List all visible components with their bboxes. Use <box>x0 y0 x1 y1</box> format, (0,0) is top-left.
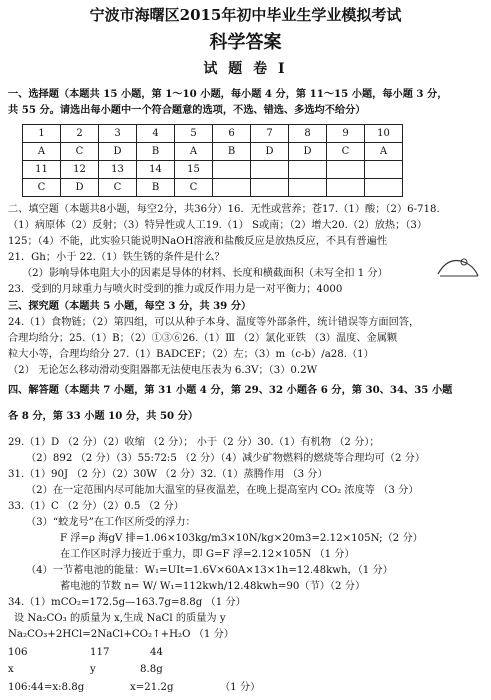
equation-col-1: 106 <box>8 647 28 658</box>
equation-col-2: y <box>90 664 96 675</box>
table-cell: C <box>327 143 365 161</box>
answer-31b: （2）在一定范围内尽可能加大温室的昼夜温差，在晚上提高室内 CO₂ 浓度等 （3 分） <box>26 485 419 496</box>
table-cell <box>327 161 365 179</box>
section4-heading-2: 各 8 分，第 33 小题 10 分，共 50 分） <box>8 410 199 422</box>
answer-33e: （4）一节蓄电池的能量：W₁=UIt=1.6V×60A×13×1h=12.48kwh，（1 分） <box>26 565 393 576</box>
table-cell: 15 <box>175 161 213 179</box>
table-cell <box>365 179 403 197</box>
equation-col-1: 106:44=x:8.8g <box>8 682 85 693</box>
answer-33f: 蓄电池的节数 n= W/ W₁=112kwh/12.48kwh=90（节）（2 分） <box>60 581 366 592</box>
answer-33: 33.（1）C （2 分）（2）0.5 （2 分） <box>8 501 184 512</box>
table-row <box>23 143 403 161</box>
equation-col-2: 117 <box>90 647 110 658</box>
section3-line-3: 粒大小等，合理均给分 27.（1）BADCEF；（2）左；（3）m（c-b）/a28.（1） <box>8 349 374 360</box>
table-cell: D <box>61 179 99 197</box>
equation-col-2: x=21.2g <box>130 682 174 693</box>
table-cell: D <box>289 143 327 161</box>
table-cell <box>213 179 251 197</box>
circuit-sketch-icon <box>434 252 482 282</box>
answer-29: 29.（1）D （2 分）（2）收缩 （2 分）； 小于（2 分）30.（1）有机物 （2 分）； <box>8 437 380 448</box>
table-cell: 10 <box>365 125 403 143</box>
section2-line-1: 二、填空题（本题共8小题，每空2分，共36分）16．无性或营养；苍17.（1）酸；（2）6-718. <box>8 204 440 215</box>
table-cell: A <box>365 143 403 161</box>
table-cell: B <box>137 179 175 197</box>
table-cell: 14 <box>137 161 175 179</box>
table-cell: 5 <box>175 125 213 143</box>
answer-34: 34.（1）mCO₂=172.5g—163.7g=8.8g （1 分） <box>8 597 246 608</box>
section2-line-3: 125；（4）不能，此实验只能说明NaOH溶液和盐酸反应是放热反应，不具有普遍性 <box>8 236 388 247</box>
table-cell: D <box>99 143 137 161</box>
section3-heading: 三、探究题（本题共 5 小题，每空 3 分，共 39 分） <box>8 300 252 312</box>
answer-34c: Na₂CO₃+2HCl=2NaCl+CO₂↑+H₂O （1 分） <box>8 629 234 640</box>
equation-col-3: 8.8g <box>140 664 163 675</box>
section3-line-4: （2） 无论怎么移动滑动变阻器都无法使电压表为 6.3V；（3）0.2W <box>8 365 318 376</box>
section2-line-4: 21．Gh；小于 22.（1）铁生锈的条件是什么？ <box>8 252 225 263</box>
table-cell: 1 <box>23 125 61 143</box>
table-cell: B <box>137 143 175 161</box>
table-row <box>23 161 403 179</box>
section4-heading: 四、解答题（本题共 7 小题，第 31 小题 4 分，第 29、32 小题各 6 分，第 30、34、35 小题 <box>8 384 453 396</box>
table-cell <box>365 161 403 179</box>
table-cell <box>327 179 365 197</box>
table-row <box>23 179 403 197</box>
table-cell <box>289 179 327 197</box>
subject-title: 科学答案 <box>209 32 282 53</box>
section1-heading: 一、选择题（本题共 15 小题，第 1～10 小题，每小题 4 分，第 11～15 小题，每小题 3 分， <box>8 88 448 100</box>
equation-col-3: （1 分） <box>220 682 261 693</box>
answer-table <box>22 124 403 197</box>
answer-33d: 在工作区时浮力接近于重力，即 G=F 浮=2.12×105N （1 分） <box>60 549 355 560</box>
table-cell: D <box>251 143 289 161</box>
table-cell: 13 <box>99 161 137 179</box>
section3-line-2: 合理均给分；25.（1）B；（2）①③⑥26.（1）Ⅲ （2）氯化亚铁 （3）温度、金属颗 <box>8 333 398 344</box>
table-cell: 7 <box>251 125 289 143</box>
paper-label: 试 题 卷 I <box>203 61 288 77</box>
table-cell: 8 <box>289 125 327 143</box>
table-row <box>23 125 403 143</box>
table-cell: 12 <box>61 161 99 179</box>
section1-heading-2: 共 55 分。请选出每小题中一个符合题意的选项，不选、错选、多选均不给分） <box>8 104 366 116</box>
answer-33c: F 浮=ρ 海gV 排=1.06×103kg/m3×10N/kg×20m3=2.12×105N;（2 分） <box>60 533 423 544</box>
equation-col-3: 44 <box>150 647 163 658</box>
section3-line-1: 24.（1）食物链；（2）第四组，可以从种子本身、温度等外部条件，统计错误等方面回答， <box>8 317 420 328</box>
section2-line-2: （1）病原体（2）反射；（3）特异性或人工19.（1） S或南；（2）增大20.（2）放热；（3） <box>8 220 428 231</box>
table-cell: 3 <box>99 125 137 143</box>
section2-line-5: （2）影响导体电阻大小的因素是导体的材料、长度和横截面积（未写全扣 1 分） <box>22 268 388 279</box>
answer-31: 31.（1）90J （2 分）（2）30W （2 分）32.（1）蒸腾作用 （3 分） <box>8 469 328 480</box>
section2-line-6: 23．受到的月球重力与喷火时受到的推力或反作用力是一对平衡力；4000 <box>8 284 343 295</box>
table-cell: C <box>99 179 137 197</box>
answer-33b: （3）“蛟龙号”在工作区所受的浮力： <box>26 517 196 528</box>
table-cell: 6 <box>213 125 251 143</box>
answer-29b: （2）892 （2 分）（3）55:72:5 （2 分）（4）减少矿物燃料的燃烧等合理均可（2 分） <box>26 453 426 464</box>
table-cell: A <box>175 143 213 161</box>
table-cell: C <box>175 179 213 197</box>
table-cell: B <box>213 143 251 161</box>
table-cell <box>289 161 327 179</box>
equation-col-1: x <box>8 664 14 675</box>
table-cell: 4 <box>137 125 175 143</box>
table-cell <box>251 161 289 179</box>
table-cell: 9 <box>327 125 365 143</box>
table-cell: C <box>23 179 61 197</box>
table-cell: 2 <box>61 125 99 143</box>
table-cell: C <box>61 143 99 161</box>
table-cell <box>213 161 251 179</box>
table-cell <box>251 179 289 197</box>
table-cell: A <box>23 143 61 161</box>
exam-title: 宁波市海曙区2015年初中毕业生学业模拟考试 <box>89 6 402 24</box>
table-cell: 11 <box>23 161 61 179</box>
answer-34b: 设 Na₂CO₃ 的质量为 x,生成 NaCl 的质量为 y <box>14 613 226 624</box>
